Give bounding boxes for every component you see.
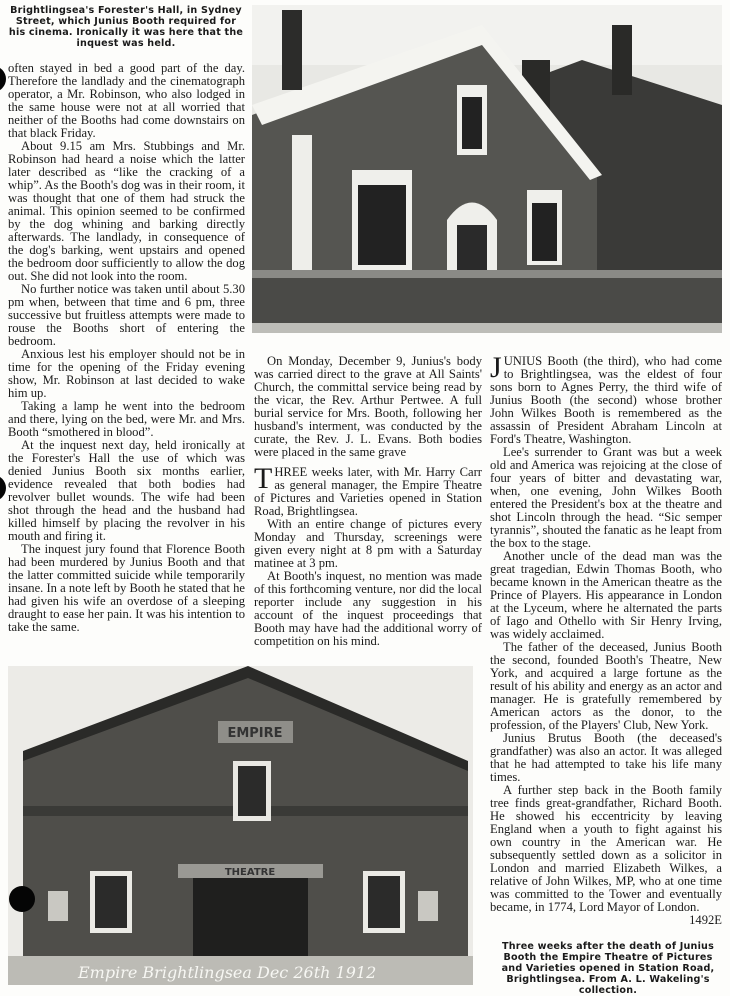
photo-caption-empire-theatre: Three weeks after the death of Junius Booth the Empire Theatre of Pictures and Varieties opened in Station Road, Brightlingsea. From A. L. Wakeling's collection. bbox=[501, 941, 715, 996]
paragraph: At Booth's inquest, no mention was made of this forthcoming venture, nor did the local reporter include any suggestion in his account of the inquest proceedings that Booth may have had the additional worry of competition on his mind. bbox=[254, 569, 482, 648]
photo-empire-theatre bbox=[8, 666, 473, 985]
paragraph: Anxious lest his employer should not be in time for the opening of the Friday evening show, Mr. Robinson at last decided to wake him up. bbox=[8, 347, 245, 400]
paragraph bbox=[254, 462, 482, 518]
paragraph: No further notice was taken until about 5.30 pm when, between that time and 6 pm, three successive but fruitless attempts were made to rouse the Booths short of entering the bedroom. bbox=[8, 282, 245, 348]
paragraph-text: A further step back in the Booth family tree finds great-grandfather, Richard Booth. He showed his eccentricity by leaving England when a youth to fight against his own country in the American war. He subsequently settled down as a solicitor in London and married Elizabeth Wilkes, a relative of John Wilkes, MP, who at one time was committed to the Tower and eventually became, in 1774, Lord Mayor of London. bbox=[490, 783, 722, 914]
paragraph-text: HREE weeks later, with Mr. Harry Carr as general manager, the Empire Theatre of Pictures and Varieties opened in Station Road, Brightlingsea. bbox=[254, 465, 482, 518]
handwritten-inscription: Empire Brightlingsea Dec 26th 1912 bbox=[78, 963, 377, 982]
paragraph: often stayed in bed a good part of the day. Therefore the landlady and the cinematograph operator, a Mr. Robinson, who also lodged in the same house were not at all worried that neither of the Booths had come downstairs on that black Friday. bbox=[8, 61, 245, 140]
article-column-right bbox=[490, 351, 722, 927]
paragraph: The father of the deceased, Junius Booth the second, founded Booth's Theatre, New York, and acquired a large fortune as the result of his ability and energy as an actor and manager. He is gratefully remembered by American actors as the donor, to the profession, of the Players' Club, New York. bbox=[490, 640, 722, 732]
photo-foresters-hall bbox=[252, 5, 722, 333]
punch-hole bbox=[0, 475, 6, 501]
paragraph: At the inquest next day, held ironically at the Forester's Hall the use of which was denied Junius Booth six months earlier, evidence revealed that both bodies had revolver bullet wounds. The wife had been shot through the head and the husband had killed himself by placing the revolver in his mouth and firing it. bbox=[8, 438, 245, 543]
drop-cap: T bbox=[254, 462, 273, 495]
paragraph bbox=[490, 351, 722, 446]
article-column-middle bbox=[254, 355, 482, 648]
reference-number: 1492E bbox=[689, 913, 722, 927]
article-column-left bbox=[8, 62, 245, 634]
paragraph-text: UNIUS Booth (the third), who had come to Brightlingsea, was the eldest of four sons born to Agnes Perry, the third wife of Junius Booth (the second) whose brother John Wilkes Booth is remembered as the assassin of President Abraham Lincoln at Ford's Theatre, Washington. bbox=[490, 354, 722, 446]
paragraph bbox=[490, 783, 722, 927]
theatre-sign: THEATRE bbox=[224, 867, 276, 878]
punch-hole bbox=[9, 886, 35, 912]
empire-sign: EMPIRE bbox=[227, 726, 283, 741]
paragraph: Another uncle of the dead man was the great tragedian, Edwin Thomas Booth, who became known in the American theatre as the Prince of Players. His appearance in London at the Lyceum, where he alternated the parts of Iago and Othello with Sir Henry Irving, was widely acclaimed. bbox=[490, 549, 722, 641]
paragraph: The inquest jury found that Florence Booth had been murdered by Junius Booth and that the latter committed suicide while temporarily insane. In a note left by Booth he stated that he had given his wife an overdose of a sleeping draught to ease her pain. It was his intention to take the same. bbox=[8, 542, 245, 634]
punch-hole bbox=[0, 66, 6, 92]
drop-cap: J bbox=[490, 351, 502, 384]
photo-caption-forester-hall: Brightlingsea's Forester's Hall, in Sydney Street, which Junius Booth required for his cinema. Ironically it was here that the inquest was held. bbox=[8, 5, 244, 49]
paragraph: With an entire change of pictures every Monday and Thursday, screenings were given every night at 8 pm with a Saturday matinee at 3 pm. bbox=[254, 517, 482, 570]
paragraph: About 9.15 am Mrs. Stubbings and Mr. Robinson had heard a noise which the latter later described as “like the cracking of a whip”. As the Booth's dog was in their room, it was thought that one of them had struck the animal. This opinion seemed to be confirmed by the dog whining and barking directly afterwards. The landlady, in consequence of the dog's barking, went upstairs and opened the bedroom door sufficiently to allow the dog out. She did not look into the room. bbox=[8, 139, 245, 283]
paragraph: Junius Brutus Booth (the deceased's grandfather) was also an actor. It was alleged that he had attempted to take his life many times. bbox=[490, 731, 722, 784]
paragraph: On Monday, December 9, Junius's body was carried direct to the grave at All Saints' Church, the committal service being read by the vicar, the Rev. Arthur Pertwee. A full burial service for Mrs. Booth, following her husband's interment, was conducted by the curate, the Rev. J. L. Evans. Both bodies were placed in the same grave bbox=[254, 354, 482, 459]
paragraph: Lee's surrender to Grant was but a week old and America was rejoicing at the close of four years of bitter and devastating war, when, one evening, John Wilkes Booth entered the President's box at the theatre and shot Lincoln through the head. “Sic semper tyrannis”, shouted the fanatic as he leapt from the box to the stage. bbox=[490, 445, 722, 550]
paragraph: Taking a lamp he went into the bedroom and there, lying on the bed, were Mr. and Mrs. Booth “smothered in blood”. bbox=[8, 399, 245, 439]
